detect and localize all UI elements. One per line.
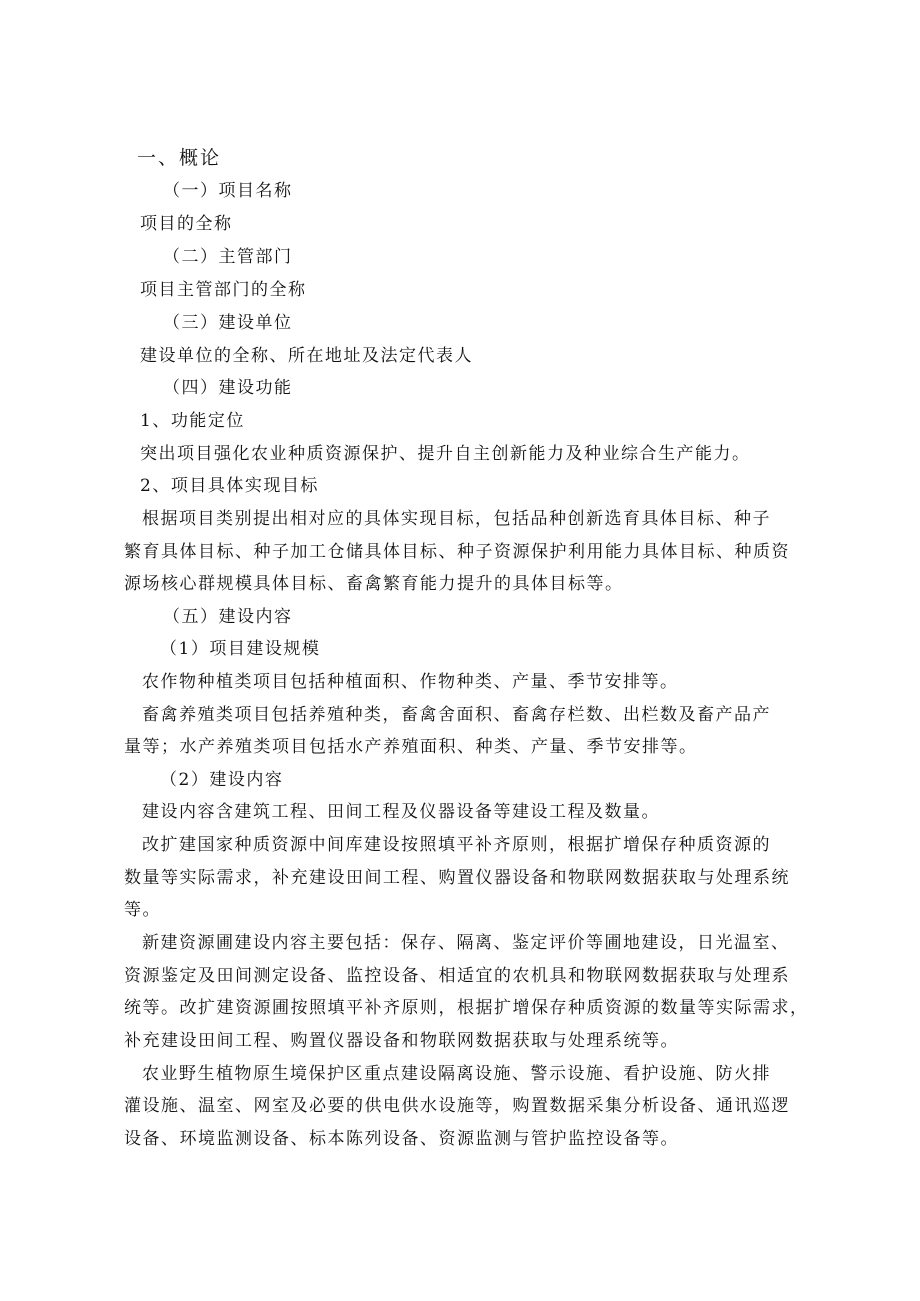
subheading-construction-function: （四）建设功能 bbox=[163, 378, 293, 398]
paragraph-expand-line: 等。 bbox=[124, 900, 161, 920]
paragraph-wild-plant-line: 设备、环境监测设备、标本陈列设备、资源监测与管护监控设备等。 bbox=[124, 1129, 679, 1149]
paragraph-new-nursery-line: 资源鉴定及田间测定设备、监控设备、相适宜的农机具和物联网数据获取与处理系 bbox=[124, 966, 790, 986]
paragraph-targets-line: 繁育具体目标、种子加工仓储具体目标、种子资源保护利用能力具体目标、种质资 bbox=[124, 542, 790, 562]
heading-construction-scale: （1）项目建设规模 bbox=[160, 639, 321, 659]
subheading-construction-unit: （三）建设单位 bbox=[163, 313, 293, 333]
subheading-department: （二）主管部门 bbox=[163, 247, 293, 267]
subheading-project-name: （一）项目名称 bbox=[163, 181, 293, 201]
paragraph-new-nursery-line: 新建资源圃建设内容主要包括：保存、隔离、鉴定评价等圃地建设，日光温室、 bbox=[142, 933, 790, 953]
subheading-construction-content: （五）建设内容 bbox=[163, 607, 293, 627]
paragraph-expand-line: 数量等实际需求，补充建设田间工程、购置仪器设备和物联网数据获取与处理系统 bbox=[124, 868, 790, 888]
paragraph-livestock-line: 畜禽养殖类项目包括养殖种类，畜禽舍面积、畜禽存栏数、出栏数及畜产品产 bbox=[142, 705, 771, 725]
paragraph-new-nursery-line: 补充建设田间工程、购置仪器设备和物联网数据获取与处理系统等。 bbox=[124, 1031, 679, 1051]
paragraph-wild-plant-line: 农业野生植物原生境保护区重点建设隔离设施、警示设施、看护设施、防火排 bbox=[142, 1064, 771, 1084]
paragraph-new-nursery-line: 统等。改扩建资源圃按照填平补齐原则，根据扩增保存种质资源的数量等实际需求， bbox=[124, 998, 809, 1018]
paragraph-wild-plant-line: 灌设施、温室、网室及必要的供电供水设施等，购置数据采集分析设备、通讯巡逻 bbox=[124, 1096, 790, 1116]
heading-specific-targets: 2、项目具体实现目标 bbox=[140, 476, 319, 496]
paragraph-content: 建设内容含建筑工程、田间工程及仪器设备等建设工程及数量。 bbox=[142, 802, 660, 822]
text-construction-unit: 建设单位的全称、所在地址及法定代表人 bbox=[140, 346, 473, 366]
paragraph-crop: 农作物种植类项目包括种植面积、作物种类、产量、季节安排等。 bbox=[142, 672, 679, 692]
text-project-name: 项目的全称 bbox=[140, 214, 233, 234]
heading-content: （2）建设内容 bbox=[160, 770, 284, 790]
paragraph-targets-line: 根据项目类别提出相对应的具体实现目标，包括品种创新选育具体目标、种子 bbox=[142, 509, 771, 529]
paragraph-livestock-line: 量等；水产养殖类项目包括水产养殖面积、种类、产量、季节安排等。 bbox=[124, 737, 698, 757]
paragraph-targets-line: 源场核心群规模具体目标、畜禽繁育能力提升的具体目标等。 bbox=[124, 574, 624, 594]
text-department: 项目主管部门的全称 bbox=[140, 280, 307, 300]
section-heading-overview: 一、概论 bbox=[137, 147, 222, 169]
paragraph-expand-line: 改扩建国家种质资源中间库建设按照填平补齐原则，根据扩增保存种质资源的 bbox=[142, 835, 771, 855]
heading-function-positioning: 1、功能定位 bbox=[140, 411, 245, 431]
text-function-positioning: 突出项目强化农业种质资源保护、提升自主创新能力及种业综合生产能力。 bbox=[140, 444, 751, 464]
